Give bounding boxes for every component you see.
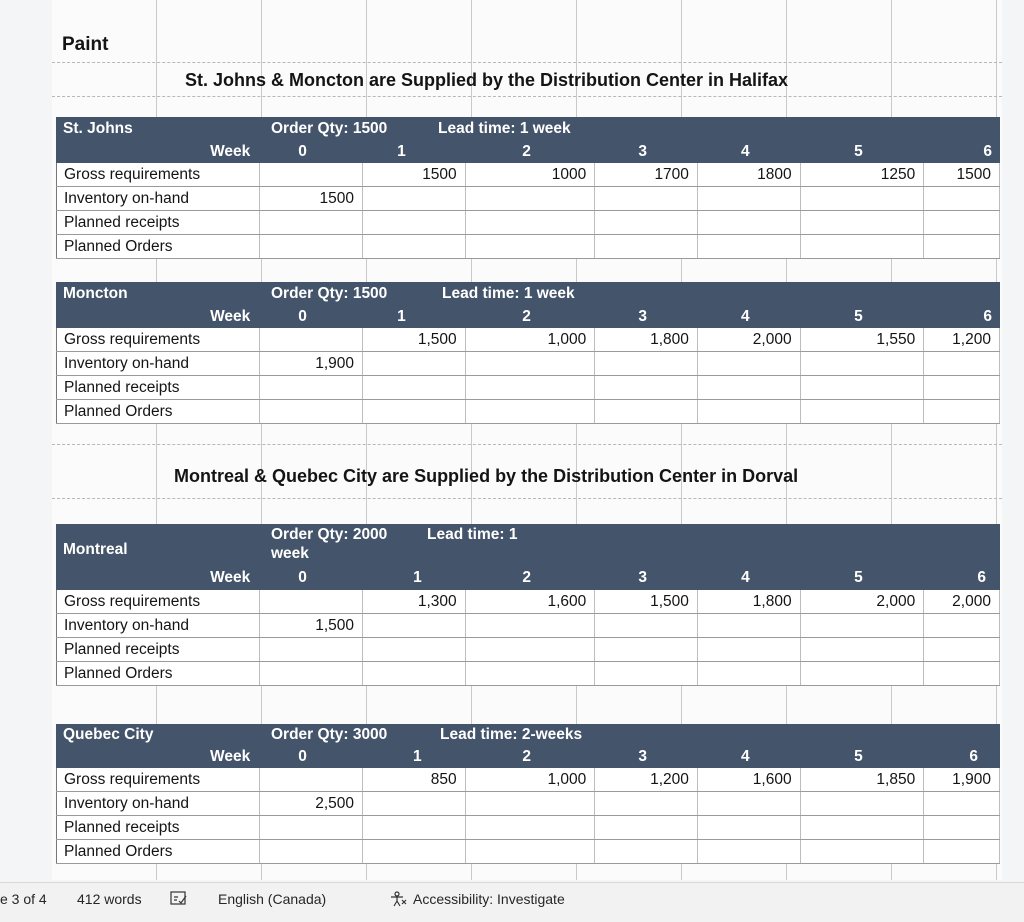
week-header: 6 [977, 569, 987, 586]
cell: 1,500 [595, 590, 698, 613]
table-row [56, 400, 1000, 424]
divider [52, 498, 1002, 499]
status-bar [0, 882, 1024, 922]
cell: 1,000 [466, 328, 596, 351]
order-qty: Order Qty: 3000 [271, 726, 388, 743]
week-header: 0 [298, 748, 307, 765]
row-label: Planned Orders [56, 400, 260, 423]
table-row [56, 211, 1000, 235]
cell [260, 328, 363, 351]
week-header: 2 [522, 569, 531, 586]
cell: 850 [363, 768, 466, 791]
cell: 1700 [595, 163, 698, 186]
lead-time: Lead time: 2-weeks [440, 726, 583, 743]
week-header: 5 [854, 143, 863, 160]
table-row [56, 614, 1000, 638]
week-header: 0 [298, 569, 307, 586]
week-label: Week [210, 748, 251, 765]
cell: 1,600 [698, 768, 801, 791]
table-quebec [56, 724, 1000, 864]
row-label: Planned receipts [56, 376, 260, 399]
week-header: 1 [413, 748, 422, 765]
cell: 1,200 [595, 768, 698, 791]
table-montreal [56, 524, 1000, 686]
row-label: Planned receipts [56, 638, 260, 661]
table-stjohns [56, 117, 1000, 259]
location-name: Quebec City [63, 726, 154, 743]
location-name: Montreal [63, 541, 128, 558]
proofing-icon[interactable] [170, 891, 188, 910]
lead-time: Lead time: 1 week [442, 285, 575, 302]
row-label: Gross requirements [56, 768, 260, 791]
cell [260, 768, 363, 791]
row-label: Planned Orders [56, 840, 260, 863]
week-header: 1 [397, 143, 406, 160]
cell: 1,850 [801, 768, 925, 791]
week-label: Week [210, 569, 251, 586]
cell: 2,000 [801, 590, 925, 613]
week-header: 5 [854, 748, 863, 765]
table-row [56, 376, 1000, 400]
cell: 1,800 [698, 590, 801, 613]
week-header: 4 [741, 748, 750, 765]
accessibility-status[interactable]: Accessibility: Investigate [413, 891, 565, 907]
cell: 1,900 [924, 768, 1000, 791]
cell: 1800 [698, 163, 801, 186]
table-moncton [56, 282, 1000, 424]
table-row [56, 352, 1000, 376]
row-label: Gross requirements [56, 590, 260, 613]
cell: 1,600 [466, 590, 596, 613]
cell: 1,300 [363, 590, 466, 613]
row-label: Inventory on-hand [56, 792, 260, 815]
week-header: 5 [854, 308, 863, 325]
cell: 1,200 [924, 328, 1000, 351]
row-label: Inventory on-hand [56, 187, 260, 210]
table-row [56, 163, 1000, 187]
cell: 1,900 [260, 352, 363, 375]
cell: 2,000 [924, 590, 1000, 613]
doc-title: Paint [62, 34, 109, 55]
cell: 2,000 [698, 328, 801, 351]
cell: 2,500 [260, 792, 363, 815]
week-header: 5 [854, 569, 863, 586]
row-label: Inventory on-hand [56, 614, 260, 637]
table-row [56, 638, 1000, 662]
lead-time: Lead time: 1 [427, 526, 518, 543]
heading-dorval: Montreal & Quebec City are Supplied by the Distribution Center in Dorval [174, 466, 799, 486]
lead-time: Lead time: 1 week [438, 120, 571, 137]
row-label: Planned Orders [56, 662, 260, 685]
table-row [56, 792, 1000, 816]
order-qty: Order Qty: 1500 [271, 285, 388, 302]
table-row [56, 187, 1000, 211]
row-label: Planned receipts [56, 816, 260, 839]
week-header: 3 [638, 569, 648, 586]
week-header: 6 [983, 308, 992, 325]
table-row [56, 662, 1000, 686]
language-indicator[interactable]: English (Canada) [218, 891, 327, 907]
cell [260, 163, 363, 186]
cell: 1,800 [595, 328, 698, 351]
week-header: 2 [522, 143, 531, 160]
row-label: Inventory on-hand [56, 352, 260, 375]
week-header: 4 [741, 143, 750, 160]
cell: 1500 [260, 187, 363, 210]
divider [52, 444, 1002, 445]
week-header: 1 [397, 308, 406, 325]
row-label: Planned Orders [56, 235, 260, 258]
table-row [56, 840, 1000, 864]
order-qty: Order Qty: 2000 [271, 526, 388, 543]
order-qty-continued: week [271, 545, 309, 562]
cell: 1,500 [363, 328, 466, 351]
week-header: 0 [298, 143, 307, 160]
divider [52, 62, 1002, 63]
page-count[interactable]: e 3 of 4 [0, 891, 47, 907]
cell: 1,550 [801, 328, 925, 351]
word-count[interactable]: 412 words [77, 891, 142, 907]
row-label: Gross requirements [56, 328, 260, 351]
cell: 1,500 [260, 614, 363, 637]
row-label: Gross requirements [56, 163, 260, 186]
week-header: 6 [969, 748, 978, 765]
week-header: 6 [983, 143, 992, 160]
cell [260, 590, 363, 613]
week-header: 3 [638, 143, 648, 160]
location-name: St. Johns [63, 120, 133, 137]
week-label: Week [210, 308, 251, 325]
week-header: 3 [638, 748, 648, 765]
week-header: 1 [413, 569, 422, 586]
week-header: 2 [522, 308, 531, 325]
week-label: Week [210, 143, 251, 160]
table-row [56, 328, 1000, 352]
cell: 1500 [924, 163, 1000, 186]
accessibility-icon[interactable] [389, 891, 409, 910]
cell: 1000 [466, 163, 596, 186]
week-header: 4 [741, 308, 750, 325]
table-row [56, 768, 1000, 792]
cell: 1250 [801, 163, 925, 186]
table-row [56, 590, 1000, 614]
week-header: 4 [741, 569, 750, 586]
heading-halifax: St. Johns & Moncton are Supplied by the Distribution Center in Halifax [185, 70, 789, 90]
week-header: 2 [522, 748, 531, 765]
table-row [56, 235, 1000, 259]
location-name: Moncton [63, 285, 128, 302]
row-label: Planned receipts [56, 211, 260, 234]
order-qty: Order Qty: 1500 [271, 120, 388, 137]
cell: 1500 [363, 163, 466, 186]
table-row [56, 816, 1000, 840]
week-header: 0 [298, 308, 307, 325]
cell: 1,000 [466, 768, 596, 791]
week-header: 3 [638, 308, 648, 325]
divider [52, 96, 1002, 97]
